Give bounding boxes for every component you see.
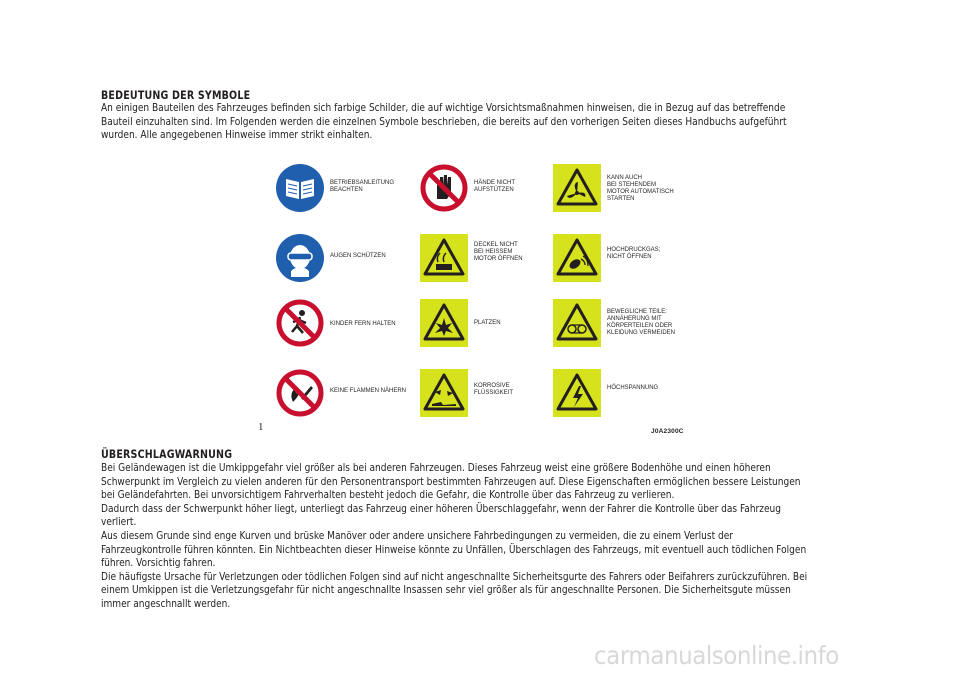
- manual-book-icon: [275, 163, 325, 213]
- watermark: carmanualsonline.info: [594, 641, 839, 670]
- rollover-warning-text: [101, 461, 808, 611]
- symbol-label: KORROSIVE FLÜSSIGKEIT: [474, 383, 514, 396]
- goggles-icon: [275, 233, 325, 283]
- explosion-icon: [419, 298, 469, 348]
- no-hand-icon: [419, 163, 469, 213]
- symbol-label: HOCHDRUCKGAS; NICHT ÖFFNEN: [607, 247, 661, 260]
- figure-number: 1: [258, 421, 264, 433]
- symbols-intro-text: [101, 101, 808, 142]
- symbol-label: PLATZEN: [474, 320, 501, 326]
- high-voltage-icon: [552, 368, 602, 418]
- section-title-symbols: BEDEUTUNG DER SYMBOLE: [101, 88, 251, 102]
- figure-code: J0A2300C: [651, 428, 684, 435]
- rollover-paragraph: Dadurch dass der Schwerpunkt höher liegt, unterliegt das Fahrzeug einer höheren Überschlaggefahr, wenn der Fahrer die Kontrolle über das Fahrzeug verliert.: [101, 501, 782, 529]
- no-children-icon: [275, 298, 325, 348]
- symbol-label: KANN AUCH BEI STEHENDEM MOTOR AUTOMATISCH STARTEN: [607, 175, 674, 202]
- symbol-label: HÖCHSPANNUNG: [607, 385, 659, 391]
- rollover-paragraph: Die häufigste Ursache für Verletzungen oder tödlichen Folgen sind auf nicht angeschnallte Sicherheitsgurte des Fahrers oder Beifahrers zurückzuführen. Bei einem Umkippen ist die Verletzungsgefahr für nicht angeschnallte Insassen sehr viel größer als für angeschnallte Personen. Die Sicherheitsgute müssen immer angeschnallt werden.: [101, 569, 808, 610]
- symbol-label: KEINE FLAMMEN NÄHERN: [330, 388, 407, 394]
- corrosive-icon: [419, 368, 469, 418]
- moving-parts-icon: [552, 298, 602, 348]
- pressure-gas-icon: [552, 233, 602, 283]
- no-flame-icon: [275, 368, 325, 418]
- rollover-paragraph: Bei Geländewagen ist die Umkippgefahr viel größer als bei anderen Fahrzeugen. Dieses Fahrzeug weist eine größere Bodenhöhe und einen höheren Schwerpunkt im Vergleich zu vielen anderen für den Personentransport bestimmten Fahrzeugen auf. Diese Eigenschaften ermöglichen bessere Leistungen bei Geländefahrten. Bei unvorsichtigem Fahrverhalten besteht jedoch die Gefahr, die Kontrolle über das Fahrzeug zu verlieren.: [101, 461, 801, 502]
- symbol-label: DECKEL NICHT BEI HEISSEM MOTOR ÖFFNEN: [474, 242, 523, 262]
- symbol-label: AUGEN SCHÜTZEN: [330, 253, 386, 259]
- symbol-label: BETRIEBSANLEITUNG BEACHTEN: [330, 180, 395, 193]
- section-title-rollover: ÜBERSCHLAGWARNUNG: [101, 447, 233, 461]
- symbols-intro-paragraph: An einigen Bauteilen des Fahrzeuges befinden sich farbige Schilder, die auf wichtige Vorsichtsmaßnahmen hinweisen, die in Bezug auf das betreffende Bauteil einzuhalten sind. Im Folgenden werden die einzelnen Symbole beschrieben, die bereits auf den vorherigen Seiten dieses Handbuchs aufgeführt wurden. Alle angegebenen Hinweise immer strikt einhalten.: [101, 101, 787, 142]
- symbol-label: BEWEGLICHE TEILE: ANNÄHERUNG MIT KÖRPERTEILEN ODER KLEIDUNG VERMEIDEN: [607, 309, 676, 336]
- symbol-label: KINDER FERN HALTEN: [330, 321, 396, 327]
- safety-symbols-figure: [258, 158, 696, 438]
- fan-icon: [552, 163, 602, 213]
- symbol-label: HÄNDE NICHT AUFSTÜTZEN: [474, 180, 516, 193]
- rollover-paragraph: Aus diesem Grunde sind enge Kurven und brüske Manöver oder andere unsichere Fahrbedingungen zu vermeiden, die zu einem Verlust der Fahrzeugkontrolle führen könnten. Ein Nichtbeachten dieser Hinweise könnte zu Unfällen, Überschlagen des Fahrzeugs, mit eventuell auch tödlichen Folgen führen. Vorsichtig fahren.: [101, 528, 807, 570]
- hot-cap-icon: [419, 233, 469, 283]
